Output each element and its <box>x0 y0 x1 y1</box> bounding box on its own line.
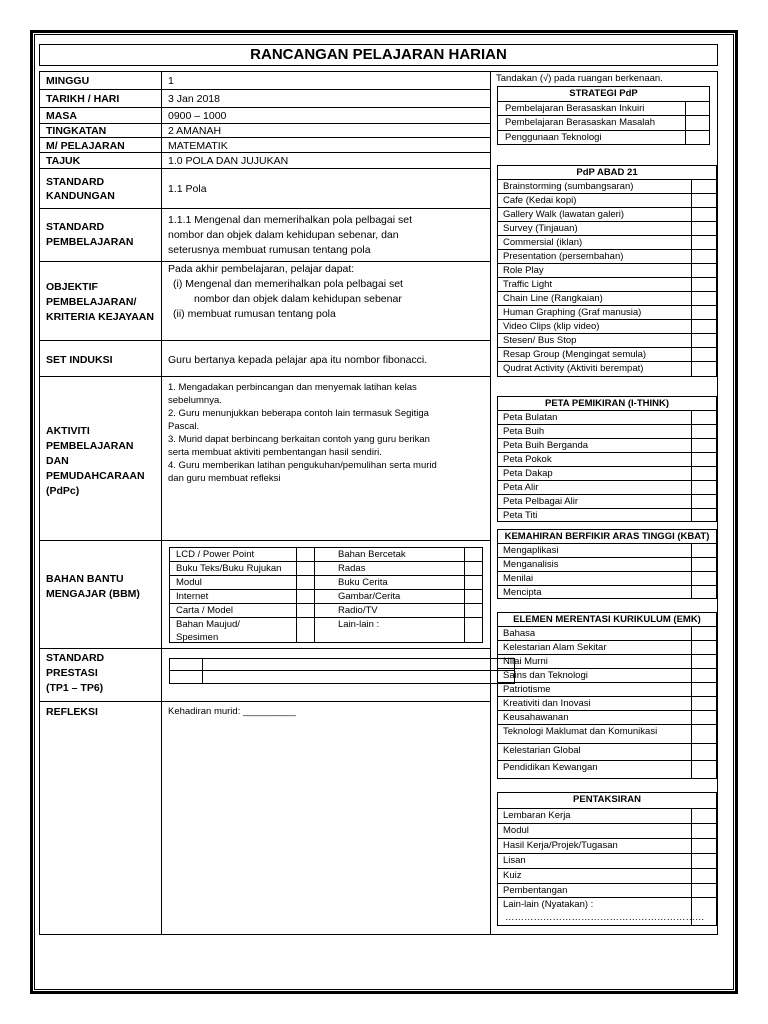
ithink-item: Peta Bulatan <box>503 412 558 423</box>
value-aktiviti-l5: 3. Murid dapat berbincang berkaitan contoh yang guru berikan <box>168 434 430 445</box>
value-aktiviti-l3: 2. Guru menunjukkan beberapa contoh lain termasuk Segitiga <box>168 408 429 419</box>
emk-item: Kelestarian Global <box>503 745 581 756</box>
ithink-item: Peta Dakap <box>503 468 553 479</box>
pentaksiran-title: PENTAKSIRAN <box>573 794 641 805</box>
emk-item: Keusahawanan <box>503 712 569 723</box>
pentaksiran-row-line <box>497 853 717 854</box>
abad21-item: Survey (Tinjauan) <box>503 223 578 234</box>
ithink-item: Peta Buih <box>503 426 545 437</box>
bbm-item: LCD / Power Point <box>176 549 255 560</box>
bbm-item: Buku Teks/Buku Rujukan <box>176 563 282 574</box>
value-tajuk: 1.0 POLA DAN JUJUKAN <box>168 155 289 167</box>
emk-item: Kreativiti dan Inovasi <box>503 698 591 709</box>
ithink-item: Peta Pokok <box>503 454 552 465</box>
abad21-item: Presentation (persembahan) <box>503 251 624 262</box>
value-sk: 1.1 Pola <box>168 183 207 195</box>
value-aktiviti-l1: 1. Mengadakan perbincangan dan menyemak latihan kelas <box>168 382 417 393</box>
label-sp-2: PEMBELAJARAN <box>46 236 134 248</box>
label-tarikh: TARIKH / HARI <box>46 93 120 105</box>
strategi-item: Pembelajaran Berasaskan Masalah <box>505 117 655 128</box>
value-aktiviti-l2: sebelumnya. <box>168 395 222 406</box>
abad21-item: Chain Line (Rangkaian) <box>503 293 603 304</box>
row-line <box>39 540 490 541</box>
abad21-item: Gallery Walk (lawatan galeri) <box>503 209 625 220</box>
ithink-item: Peta Alir <box>503 482 539 493</box>
pentaksiran-row-line <box>497 868 717 869</box>
pentaksiran-dots: ……………………………………………………… <box>505 912 705 923</box>
strategi-item: Penggunaan Teknologi <box>505 132 602 143</box>
abad21-item: Resap Group (Mengingat semula) <box>503 349 647 360</box>
label-prestasi-3: (TP1 – TP6) <box>46 682 104 694</box>
value-sp-1: 1.1.1 Mengenal dan memerihalkan pola pelbagai set <box>168 214 412 226</box>
value-masa: 0900 – 1000 <box>168 110 227 122</box>
value-set-induksi: Guru bertanya kepada pelajar apa itu nombor fibonacci. <box>168 354 428 366</box>
emk-item: Nilai Murni <box>503 656 548 667</box>
abad21-item: Traffic Light <box>503 279 553 290</box>
abad21-item: Human Graphing (Graf manusia) <box>503 307 642 318</box>
bbm-item: Modul <box>176 577 202 588</box>
bbm-item: Spesimen <box>176 632 219 643</box>
bbm-item: Radio/TV <box>338 605 378 616</box>
abad21-item: Stesen/ Bus Stop <box>503 335 577 346</box>
ithink-item: Peta Titi <box>503 510 538 521</box>
ithink-item: Peta Pelbagai Alir <box>503 496 578 507</box>
row-line <box>39 89 490 90</box>
label-bbm-1: BAHAN BANTU <box>46 573 124 585</box>
label-objektif-2: PEMBELAJARAN/ <box>46 296 137 308</box>
label-pelajaran: M/ PELAJARAN <box>46 140 125 152</box>
ithink-item: Peta Buih Berganda <box>503 440 589 451</box>
label-tingkatan: TINGKATAN <box>46 125 107 137</box>
label-objektif-1: OBJEKTIF <box>46 281 98 293</box>
emk-item: Bahasa <box>503 628 536 639</box>
row-line <box>39 107 490 108</box>
label-aktiviti-4: PEMUDAHCARAAN <box>46 470 145 482</box>
abad21-item: Role Play <box>503 265 544 276</box>
kbat-item: Mengaplikasi <box>503 545 559 556</box>
row-line <box>39 340 490 341</box>
value-objektif-i1: (i) Mengenal dan memerihalkan pola pelbagai set <box>173 278 403 290</box>
value-pelajaran: MATEMATIK <box>168 140 228 152</box>
bbm-item: Buku Cerita <box>338 577 388 588</box>
kbat-item: Mencipta <box>503 587 542 598</box>
value-aktiviti-l6: serta membuat aktiviti pembentangan hasil sendiri. <box>168 447 382 458</box>
value-aktiviti-l8: dan guru membuat refleksi <box>168 473 281 484</box>
bbm-item: Radas <box>338 563 366 574</box>
kbat-item: Menilai <box>503 573 534 584</box>
pentaksiran-item: Lisan <box>503 855 526 866</box>
pentaksiran-item: Lain-lain (Nyatakan) : <box>503 899 594 910</box>
value-sp-3: seterusnya membuat rumusan tentang pola <box>168 244 371 256</box>
abad21-item: Qudrat Activity (Aktiviti berempat) <box>503 363 644 374</box>
value-tingkatan: 2 AMANAH <box>168 125 222 137</box>
kbat-item: Menganalisis <box>503 559 559 570</box>
strategi-check-col <box>685 101 686 145</box>
abad21-item: Cafe (Kedai kopi) <box>503 195 577 206</box>
pentaksiran-item: Kuiz <box>503 870 522 881</box>
prestasi-table <box>169 658 515 684</box>
col-divider-right <box>490 71 491 935</box>
kbat-title: KEMAHIRAN BERFIKIR ARAS TINGGI (KBAT) <box>504 531 710 542</box>
row-line <box>39 648 490 649</box>
label-masa: MASA <box>46 110 77 122</box>
pentaksiran-item: Lembaran Kerja <box>503 810 571 821</box>
row-line <box>39 137 490 138</box>
bbm-row-line <box>169 589 483 590</box>
label-refleksi: REFLEKSI <box>46 706 98 718</box>
abad21-item: Video Clips (klip video) <box>503 321 600 332</box>
emk-item: Patriotisme <box>503 684 551 695</box>
pentaksiran-row-line <box>497 823 717 824</box>
label-tajuk: TAJUK <box>46 155 81 167</box>
value-sp-2: nombor dan objek dalam kehidupan sebenar, dan <box>168 229 399 241</box>
ithink-title: PETA PEMIKIRAN (I-THINK) <box>544 398 670 409</box>
col-divider-label <box>161 71 162 935</box>
label-sk-2: KANDUNGAN <box>46 190 115 202</box>
label-set-induksi: SET INDUKSI <box>46 354 113 366</box>
row-line <box>39 123 490 124</box>
label-prestasi-1: STANDARD <box>46 652 105 664</box>
emk-check-col <box>691 626 692 779</box>
abad21-item: Commersial (iklan) <box>503 237 583 248</box>
prestasi-row-line <box>169 670 515 671</box>
emk-item: Pendidikan Kewangan <box>503 762 598 773</box>
bbm-item: Bahan Bercetak <box>338 549 406 560</box>
value-minggu: 1 <box>168 75 174 87</box>
row-line <box>39 208 490 209</box>
emk-item: Teknologi Maklumat dan Komunikasi <box>503 726 658 737</box>
label-bbm-2: MENGAJAR (BBM) <box>46 588 140 600</box>
pentaksiran-check-col <box>691 808 692 926</box>
emk-item: Kelestarian Alam Sekitar <box>503 642 607 653</box>
label-prestasi-2: PRESTASI <box>46 667 98 679</box>
label-aktiviti-3: DAN <box>46 455 69 467</box>
label-minggu: MINGGU <box>46 75 90 87</box>
label-aktiviti-1: AKTIVITI <box>46 425 90 437</box>
emk-title: ELEMEN MERENTASI KURIKULUM (EMK) <box>513 614 701 625</box>
pentaksiran-item: Hasil Kerja/Projek/Tugasan <box>503 840 618 851</box>
value-objektif-i1b: nombor dan objek dalam kehidupan sebenar <box>194 293 402 305</box>
value-objektif-intro: Pada akhir pembelajaran, pelajar dapat: <box>168 263 355 275</box>
row-line <box>39 168 490 169</box>
pentaksiran-item: Modul <box>503 825 529 836</box>
label-aktiviti-5: (PdPc) <box>46 485 80 497</box>
prestasi-col-line <box>202 658 203 684</box>
strategi-title: STRATEGI PdP <box>569 88 638 99</box>
value-tarikh: 3 Jan 2018 <box>168 93 220 105</box>
abad21-item: Brainstorming (sumbangsaran) <box>503 181 634 192</box>
row-line <box>39 701 490 702</box>
bbm-item: Bahan Maujud/ <box>176 619 240 630</box>
value-refleksi: Kehadiran murid: __________ <box>168 706 296 717</box>
value-aktiviti-l4: Pascal. <box>168 421 200 432</box>
bbm-row-line <box>169 575 483 576</box>
instruction-text: Tandakan (√) pada ruangan berkenaan. <box>496 73 663 84</box>
label-sp-1: STANDARD <box>46 221 105 233</box>
bbm-item: Carta / Model <box>176 605 234 616</box>
value-aktiviti-l7: 4. Guru memberikan latihan pengukuhan/pemulihan serta murid <box>168 460 437 471</box>
label-sk-1: STANDARD <box>46 176 105 188</box>
emk-item: Sains dan Teknologi <box>503 670 588 681</box>
strategi-item: Pembelajaran Berasaskan Inkuiri <box>505 103 645 114</box>
bbm-item: Gambar/Cerita <box>338 591 401 602</box>
value-objektif-i2: (ii) membuat rumusan tentang pola <box>173 308 336 320</box>
label-objektif-3: KRITERIA KEJAYAAN <box>46 311 154 323</box>
bbm-item: Internet <box>176 591 209 602</box>
abad21-title: PdP ABAD 21 <box>576 167 638 178</box>
row-line <box>39 376 490 377</box>
page-title: RANCANGAN PELAJARAN HARIAN <box>39 44 718 66</box>
label-aktiviti-2: PEMBELAJARAN <box>46 440 134 452</box>
bbm-item: Lain-lain : <box>338 619 380 630</box>
pentaksiran-item: Pembentangan <box>503 885 568 896</box>
